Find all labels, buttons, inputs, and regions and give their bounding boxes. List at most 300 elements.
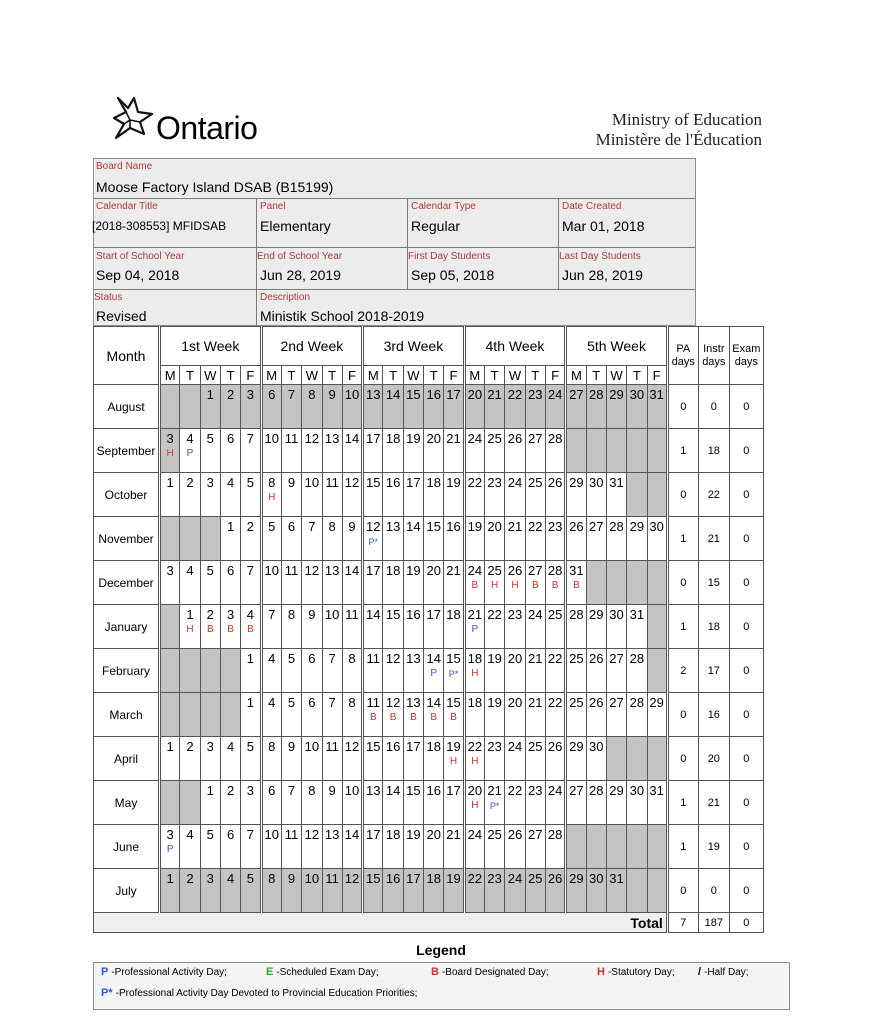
board-name-label: Board Name [96,161,153,172]
legend-key-b: B [431,966,439,978]
day-cell [444,693,464,737]
week-header: 4th Week [464,327,566,366]
day-number: 20 [426,563,441,578]
day-code-badge: P [471,624,479,635]
day-number: 3 [226,607,235,622]
end-year-value: Jun 28, 2019 [260,267,341,283]
month-row [94,473,764,517]
day-number: 22 [467,475,483,490]
day-number: 10 [264,431,279,446]
day-cell [160,869,180,913]
day-number: 14 [406,519,421,534]
day-cell [424,473,444,517]
day-cell [180,473,200,517]
day-code-badge: B [551,580,559,591]
day-cell [261,737,281,781]
day-number: 1 [186,607,194,622]
day-number: 25 [487,827,502,842]
day-cell [302,605,322,649]
day-code-badge: B [471,580,479,591]
legend-text: -Board Designated Day; [441,967,549,978]
month-name: August [94,385,160,429]
weekday-letter: M [464,366,484,385]
day-cell [160,517,180,561]
ontario-logo [104,94,274,154]
day-number: 19 [487,695,502,710]
day-number: 24 [507,475,523,490]
day-number: 6 [287,519,296,534]
day-cell [342,561,362,605]
day-number: 23 [507,607,523,622]
month-row [94,869,764,913]
day-number: 6 [308,651,316,666]
day-number: 20 [426,431,441,446]
month-row [94,825,764,869]
day-number: 23 [487,475,502,490]
day-number: 31 [629,607,645,622]
day-cell [606,517,626,561]
day-number: 9 [308,607,316,622]
day-number: 15 [446,695,461,710]
month-name: February [94,649,160,693]
instr-days-value: 22 [698,473,729,517]
day-number: 30 [649,519,664,534]
day-cell [586,781,606,825]
day-cell [261,781,281,825]
day-cell [241,649,261,693]
day-cell [525,561,545,605]
instr-days-value: 0 [698,385,729,429]
legend-text: -Professional Activity Day Devoted to Provincial Education Priorities; [115,988,418,999]
month-row [94,737,764,781]
day-number: 28 [629,695,645,710]
first-day-field [408,251,494,284]
day-cell [464,385,484,429]
exam-days-value: 0 [729,781,763,825]
day-number: 6 [226,563,235,578]
day-number: 3 [206,739,214,754]
day-number: 18 [426,871,441,886]
day-cell [586,385,606,429]
day-cell [200,693,220,737]
week-header-row [94,327,764,366]
board-name-value: Moose Factory Island DSAB (B15199) [96,179,334,195]
day-cell [241,869,261,913]
weekday-letter: W [200,366,220,385]
day-cell [261,649,281,693]
day-cell [586,869,606,913]
day-number: 27 [609,651,624,666]
day-cell [647,649,667,693]
day-cell [647,517,667,561]
day-cell [281,473,301,517]
day-cell [383,869,403,913]
day-cell [160,781,180,825]
day-number: 23 [528,783,543,798]
day-number: 20 [507,651,523,666]
week-header: 5th Week [566,327,668,366]
day-cell [383,649,403,693]
day-cell [363,825,383,869]
day-number: 12 [344,475,360,490]
day-cell [403,737,423,781]
day-cell [403,473,423,517]
day-cell [342,693,362,737]
day-cell [627,781,647,825]
day-cell [485,869,505,913]
weekday-letter: F [241,366,261,385]
day-number: 9 [287,475,296,490]
day-cell [383,825,403,869]
day-number: 29 [629,519,645,534]
day-cell [627,825,647,869]
day-number: 2 [186,475,194,490]
day-number: 20 [487,519,502,534]
day-number: 9 [348,519,356,534]
day-number: 18 [426,475,441,490]
instr-days-value: 21 [698,781,729,825]
day-code-badge: H [471,756,479,767]
day-number: 7 [268,607,276,622]
day-number: 27 [528,827,543,842]
day-number: 5 [287,695,296,710]
day-cell [200,825,220,869]
day-number: 6 [268,387,276,402]
day-number: 26 [588,695,604,710]
day-number: 11 [325,475,339,490]
day-cell [220,693,240,737]
day-cell [545,737,565,781]
day-cell [485,385,505,429]
day-cell [485,561,505,605]
legend-key-e: E [266,966,274,978]
day-number: 9 [287,871,296,886]
legend-title: Legend [416,942,466,958]
day-cell [464,781,484,825]
first-day-value: Sep 05, 2018 [411,267,495,283]
day-number: 23 [528,387,543,402]
day-cell [220,473,240,517]
day-cell [241,781,261,825]
day-code-badge: H [449,756,458,767]
day-cell [261,429,281,473]
weekday-letter: T [180,366,200,385]
day-cell [383,737,403,781]
exam-days-header: Exam days [729,327,763,385]
day-number: 18 [467,651,483,666]
day-code-badge: H [268,492,276,503]
day-number: 7 [246,563,255,578]
day-number: 11 [284,827,299,842]
day-cell [220,385,240,429]
day-number: 27 [528,563,543,578]
month-row [94,385,764,429]
day-cell [363,517,383,561]
day-cell [220,517,240,561]
day-cell [241,561,261,605]
day-cell [302,385,322,429]
day-number: 16 [385,871,401,886]
day-cell [485,825,505,869]
day-cell [160,825,180,869]
day-number: 24 [467,431,483,446]
day-cell [606,869,626,913]
month-name: June [94,825,160,869]
exam-days-value: 0 [729,869,763,913]
day-cell [464,825,484,869]
day-number: 25 [547,607,563,622]
day-number: 24 [467,563,483,578]
day-cell [160,693,180,737]
day-cell [403,825,423,869]
day-number: 24 [467,827,483,842]
day-cell [342,517,362,561]
day-cell [363,869,383,913]
day-number: 28 [588,387,604,402]
day-cell [485,693,505,737]
day-cell [180,605,200,649]
day-cell [647,561,667,605]
day-cell [566,517,586,561]
day-number: 22 [528,519,543,534]
day-cell [281,429,301,473]
day-cell [363,429,383,473]
last-day-value: Jun 28, 2019 [562,267,643,283]
day-cell [566,429,586,473]
day-cell [322,605,342,649]
day-cell [505,605,525,649]
status-field [94,292,147,325]
day-number: 28 [547,431,563,446]
day-cell [383,605,403,649]
day-number: 24 [547,783,563,798]
day-cell [505,561,525,605]
day-number: 4 [186,431,194,446]
legend-item-professional-activity [101,966,227,978]
ministry-name-fr: Ministère de l'Éducation [595,130,762,149]
day-cell [241,605,261,649]
day-cell [606,429,626,473]
day-cell [485,605,505,649]
school-calendar-grid [93,326,764,933]
day-number: 27 [528,431,543,446]
day-number: 11 [284,563,299,578]
day-cell [200,473,220,517]
day-cell [606,561,626,605]
day-number: 15 [366,739,381,754]
day-number: 5 [246,475,255,490]
day-cell [647,737,667,781]
day-number: 28 [569,607,584,622]
day-cell [241,429,261,473]
day-cell [363,781,383,825]
day-cell [424,825,444,869]
day-number: 10 [344,783,360,798]
day-number: 27 [588,519,604,534]
day-cell [403,605,423,649]
day-number: 14 [366,607,381,622]
day-cell [525,869,545,913]
day-number: 18 [446,607,461,622]
day-number: 21 [487,387,502,402]
day-cell [647,473,667,517]
exam-days-value: 0 [729,473,763,517]
month-name: January [94,605,160,649]
day-number: 14 [426,695,441,710]
day-cell [444,517,464,561]
day-cell [322,561,342,605]
day-cell [403,429,423,473]
day-number: 8 [268,475,276,490]
day-cell [281,781,301,825]
day-number: 16 [426,783,441,798]
day-number: 1 [246,695,255,710]
day-cell [200,781,220,825]
instr-days-value: 21 [698,517,729,561]
day-cell [281,825,301,869]
status-label: Status [94,292,123,303]
day-number: 31 [609,475,624,490]
day-cell [545,781,565,825]
day-number: 17 [406,871,421,886]
weekday-letter: T [485,366,505,385]
day-number: 27 [609,695,624,710]
day-number: 11 [325,871,339,886]
day-number: 30 [629,387,645,402]
day-number: 1 [226,519,235,534]
day-cell [302,737,322,781]
day-cell [627,385,647,429]
day-cell [200,605,220,649]
weekday-letter: F [545,366,565,385]
day-cell [464,649,484,693]
exam-days-value: 0 [729,605,763,649]
legend-item-statutory [597,966,675,978]
day-cell [322,737,342,781]
weekday-letter: F [342,366,362,385]
day-number: 29 [588,607,604,622]
exam-days-value: 0 [729,649,763,693]
day-cell [342,649,362,693]
day-number: 22 [547,695,563,710]
legend-item-half-day [698,966,749,978]
day-number: 25 [528,475,543,490]
weekday-letter: T [424,366,444,385]
day-cell [545,385,565,429]
day-cell [363,561,383,605]
pa-days-value: 1 [667,825,698,869]
description-field [260,292,424,325]
day-cell [586,473,606,517]
day-number: 22 [467,739,483,754]
day-cell [302,825,322,869]
day-number: 12 [385,651,401,666]
day-cell [647,781,667,825]
logo-wordmark: Ontario [156,110,258,146]
day-cell [363,473,383,517]
day-number: 17 [406,475,421,490]
day-number: 11 [325,739,339,754]
day-number: 13 [366,387,381,402]
day-number: 25 [487,563,502,578]
day-code-badge: H [471,800,479,811]
total-value: 7 [667,913,698,933]
day-cell [566,473,586,517]
day-number: 26 [547,475,563,490]
day-cell [525,737,545,781]
day-number: 18 [385,563,401,578]
day-number: 7 [246,827,255,842]
instr-days-value: 17 [698,649,729,693]
day-code-badge: H [511,580,519,591]
day-cell [403,561,423,605]
day-cell [586,649,606,693]
day-cell [261,473,281,517]
day-cell [586,693,606,737]
day-number: 25 [569,651,584,666]
weekday-letter: M [160,366,180,385]
calendar-type-value: Regular [411,218,461,234]
day-number: 15 [366,475,381,490]
day-number: 14 [344,563,360,578]
day-number: 26 [507,563,523,578]
day-number: 2 [246,519,255,534]
legend [93,962,790,1010]
day-number: 14 [344,827,360,842]
day-cell [363,605,383,649]
day-number: 4 [186,563,194,578]
day-cell [485,649,505,693]
day-number: 7 [287,783,296,798]
day-code-badge: H [471,668,479,679]
day-cell [627,473,647,517]
day-cell [383,561,403,605]
day-cell [627,693,647,737]
day-number: 19 [446,871,461,886]
day-number: 3 [206,871,214,886]
day-cell [322,781,342,825]
day-number: 3 [166,827,174,842]
day-cell [606,385,626,429]
day-code-badge: P* [368,537,379,547]
day-cell [424,737,444,781]
day-number: 12 [344,871,360,886]
day-number: 20 [507,695,523,710]
day-number: 24 [507,739,523,754]
day-number: 10 [304,739,320,754]
day-cell [281,737,301,781]
day-code-badge: B [450,712,457,723]
day-cell [424,649,444,693]
day-number: 15 [446,651,461,666]
weekday-letter: T [322,366,342,385]
day-cell [363,693,383,737]
day-cell [160,605,180,649]
day-number: 4 [246,607,255,622]
legend-item-board-designated [431,966,549,978]
instr-days-value: 15 [698,561,729,605]
legend-key-p-star: P* [101,987,113,999]
weekday-letter: T [627,366,647,385]
day-cell [342,737,362,781]
day-number: 14 [385,387,401,402]
day-code-badge: B [389,712,397,723]
day-cell [383,429,403,473]
day-cell [160,649,180,693]
month-row [94,649,764,693]
day-number: 29 [569,871,584,886]
legend-text: -Professional Activity Day; [111,967,227,978]
